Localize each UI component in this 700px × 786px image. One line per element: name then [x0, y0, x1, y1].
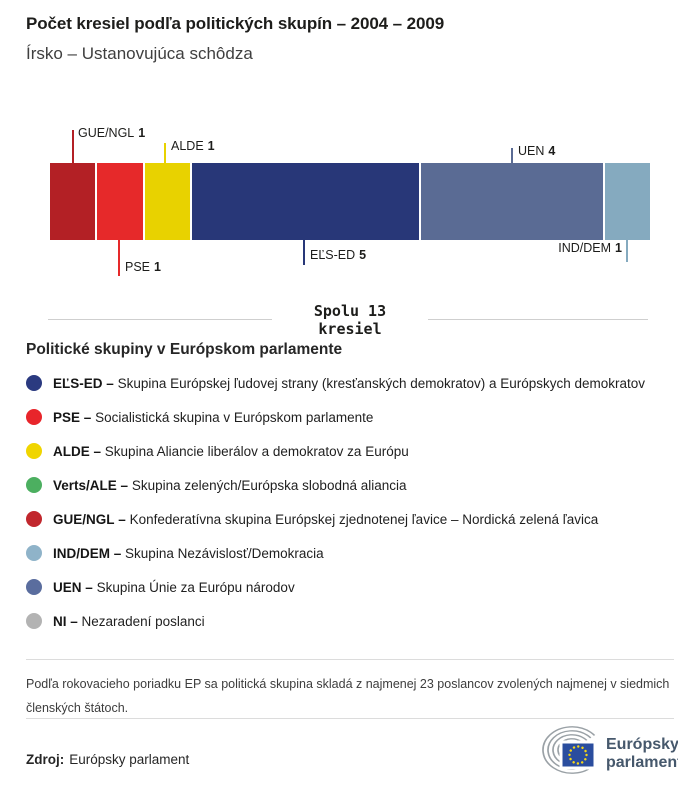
label-alde — [171, 139, 215, 153]
bar-segment-gue-ngl — [50, 163, 95, 240]
tick-uen — [511, 148, 513, 163]
footnote-line1: Podľa rokovacieho poriadku EP sa politická skupina skladá z najmenej 23 poslancov zvolených najmenej v siedmich — [26, 677, 670, 691]
label-gue-ngl-seats: 1 — [138, 126, 146, 140]
footnote-divider-top — [26, 659, 674, 660]
legend-item-text: IND/DEM – Skupina Nezávislosť/Demokracia — [53, 545, 324, 561]
label-ind-dem-seats: 1 — [615, 241, 622, 255]
verts-ale-color-dot — [26, 477, 42, 493]
legend-item-text: Verts/ALE – Skupina zelených/Európska slobodná aliancia — [53, 477, 407, 493]
source-value: Európsky parlament — [69, 752, 190, 767]
page-subtitle: Írsko – Ustanovujúca schôdza — [26, 44, 253, 63]
tick-alde — [164, 143, 166, 163]
label-alde-name: ALDE — [171, 139, 204, 153]
footnote-divider-bottom — [26, 718, 674, 719]
els-ed-color-dot — [26, 375, 42, 391]
legend-item-uen — [26, 570, 645, 604]
label-pse-seats: 1 — [154, 260, 161, 274]
legend-item-text: NI – Nezaradení poslanci — [53, 613, 205, 629]
bar-segment-els-ed — [192, 163, 419, 240]
source-line — [26, 752, 189, 767]
source-label: Zdroj: — [26, 752, 65, 767]
tick-ind-dem — [626, 240, 628, 262]
legend-list — [26, 366, 645, 638]
ind-dem-color-dot — [26, 545, 42, 561]
legend-item-els-ed — [26, 366, 645, 400]
gue-ngl-color-dot — [26, 511, 42, 527]
total-seats-line1: Spolu 13 — [313, 302, 387, 320]
page-title: Počet kresiel podľa politických skupín – 2004 – 2009 — [26, 14, 445, 33]
label-pse — [125, 260, 161, 274]
legend-item-ni — [26, 604, 645, 638]
bar-segment-uen — [421, 163, 603, 240]
bar-segment-alde — [145, 163, 190, 240]
legend-item-text: UEN – Skupina Únie za Európu národov — [53, 579, 295, 595]
label-els-ed-seats: 5 — [359, 248, 367, 262]
total-seats-line2: kresiel — [318, 320, 382, 338]
legend-item-pse — [26, 400, 645, 434]
european-parliament-logo — [522, 720, 678, 781]
label-ind-dem — [558, 241, 622, 255]
label-gue-ngl — [78, 126, 145, 140]
logo-text-line2: parlament — [606, 754, 678, 771]
legend-item-text: PSE – Socialistická skupina v Európskom parlamente — [53, 409, 374, 425]
bar-segment-pse — [97, 163, 142, 240]
tick-gue-ngl — [72, 130, 74, 163]
tick-pse — [118, 240, 120, 276]
legend-item-ind-dem — [26, 536, 645, 570]
label-uen — [518, 144, 555, 158]
label-uen-name: UEN — [518, 144, 545, 158]
total-divider-right — [428, 319, 648, 320]
seats-stacked-bar — [50, 163, 650, 240]
label-pse-name: PSE — [125, 260, 151, 274]
label-gue-ngl-name: GUE/NGL — [78, 126, 135, 140]
ep-logo-graphic — [522, 720, 678, 776]
legend-item-text: EĽS-ED – Skupina Európskej ľudovej strany (kresťanských demokratov) a Európskych demokratov — [53, 375, 646, 391]
footnote — [26, 672, 676, 720]
legend-item-text: GUE/NGL – Konfederatívna skupina Európskej zjednotenej ľavice – Nordická zelená ľavica — [53, 511, 599, 527]
legend-item-verts-ale — [26, 468, 645, 502]
label-uen-seats: 4 — [548, 144, 556, 158]
footnote-line2: členských štátoch. — [26, 701, 129, 715]
label-ind-dem-name: IND/DEM — [558, 241, 612, 255]
total-seats-label — [280, 302, 420, 338]
bar-segment-ind-dem — [605, 163, 650, 240]
uen-color-dot — [26, 579, 42, 595]
legend-item-text: ALDE – Skupina Aliancie liberálov a demokratov za Európu — [53, 443, 409, 459]
ni-color-dot — [26, 613, 42, 629]
alde-color-dot — [26, 443, 42, 459]
total-divider-left — [48, 319, 272, 320]
label-els-ed — [310, 248, 366, 262]
label-alde-seats: 1 — [207, 139, 215, 153]
label-els-ed-name: EĽS-ED — [310, 248, 356, 262]
pse-color-dot — [26, 409, 42, 425]
legend-item-alde — [26, 434, 645, 468]
legend-heading: Politické skupiny v Európskom parlamente — [26, 341, 343, 358]
logo-text-line1: Európsky — [606, 736, 678, 753]
tick-els-ed — [303, 240, 305, 265]
legend-item-gue-ngl — [26, 502, 645, 536]
